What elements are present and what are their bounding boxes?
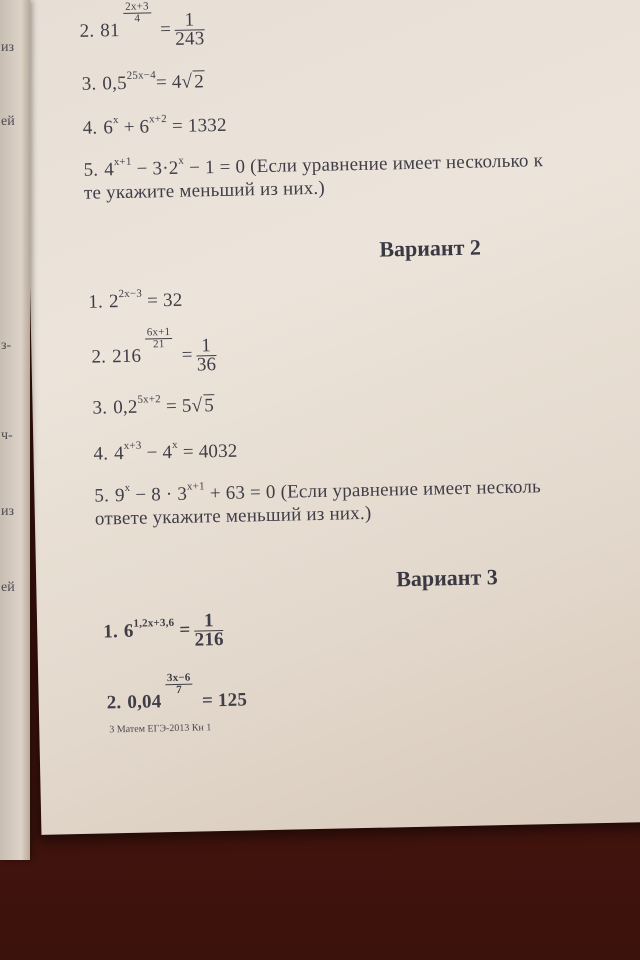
left-page-edge	[0, 0, 30, 860]
variant-3-heading: Вариант 3	[395, 564, 499, 592]
v2-equation-3: 3. $0,2^{5x+2} = 5√5$	[92, 393, 215, 419]
rhs-fraction: $\frac{1}{36}$	[196, 335, 217, 376]
left-page-fragment: ей	[1, 580, 15, 595]
sqrt-symbol: √	[191, 395, 203, 417]
left-page-fragment: ч-	[1, 428, 13, 443]
exponent-fraction: $\frac{3x-6}{7}$	[165, 673, 193, 697]
v1-equation-2: 2. 81 $\frac{2x+3}{4}$ = $\frac{1}{243}$	[79, 0, 205, 50]
v2-equation-5-continuation: ответе укажите меньший из них.)	[94, 502, 372, 530]
page-content	[24, 0, 640, 835]
v1-equation-3: 3. $0,5^{25x-4}= 4√2$	[81, 69, 205, 95]
sqrt-symbol: √	[181, 71, 193, 93]
rhs-fraction: $\frac{1}{216}$	[194, 610, 224, 651]
left-page-fragment: из	[1, 504, 15, 519]
v1-equation-5: 5. $4^{x+1} - 3\cdot 2^x - 1 = 0$ (Если уравнение имеет несколько к	[83, 150, 544, 181]
page-footer: 3 Матем ЕГЭ-2013 Кн 1	[109, 722, 212, 736]
v3-equation-2: 2. 0,04 $\frac{3x-6}{7}$ = 125	[106, 671, 248, 714]
exponent-fraction: $\frac{2x+3}{4}$	[123, 1, 151, 25]
v1-equation-4: 4. $6^x + 6^{x+2} = 1332$	[82, 113, 227, 139]
v2-equation-4: 4. $4^{x+3} - 4^x = 4032$	[93, 438, 238, 465]
variant-2-heading: Вариант 2	[379, 234, 482, 262]
v3-equation-1: 1. $6^{1,2x+3,6}$ = $\frac{1}{216}$	[103, 610, 224, 651]
exponent-fraction: $\frac{6x+1}{21}$	[145, 327, 173, 351]
rhs-fraction: $\frac{1}{243}$	[175, 9, 205, 50]
v1-equation-5-continuation: те укажите меньший из них.)	[83, 177, 326, 204]
v2-equation-5: 5. $9^x - 8 \cdot 3^{x+1} + 63 = 0$ (Если уравнение имеет несколь	[94, 476, 542, 507]
left-page-fragment: из	[1, 40, 15, 55]
v2-equation-1: 1. $2^{2x-3} = 32$	[88, 287, 183, 313]
v2-equation-2: 2. 216 $\frac{6x+1}{21}$ = $\frac{1}{36}$	[91, 326, 217, 376]
left-page-fragment: ей	[1, 114, 15, 129]
left-page-fragment: з-	[1, 338, 12, 353]
book-page	[24, 0, 640, 835]
